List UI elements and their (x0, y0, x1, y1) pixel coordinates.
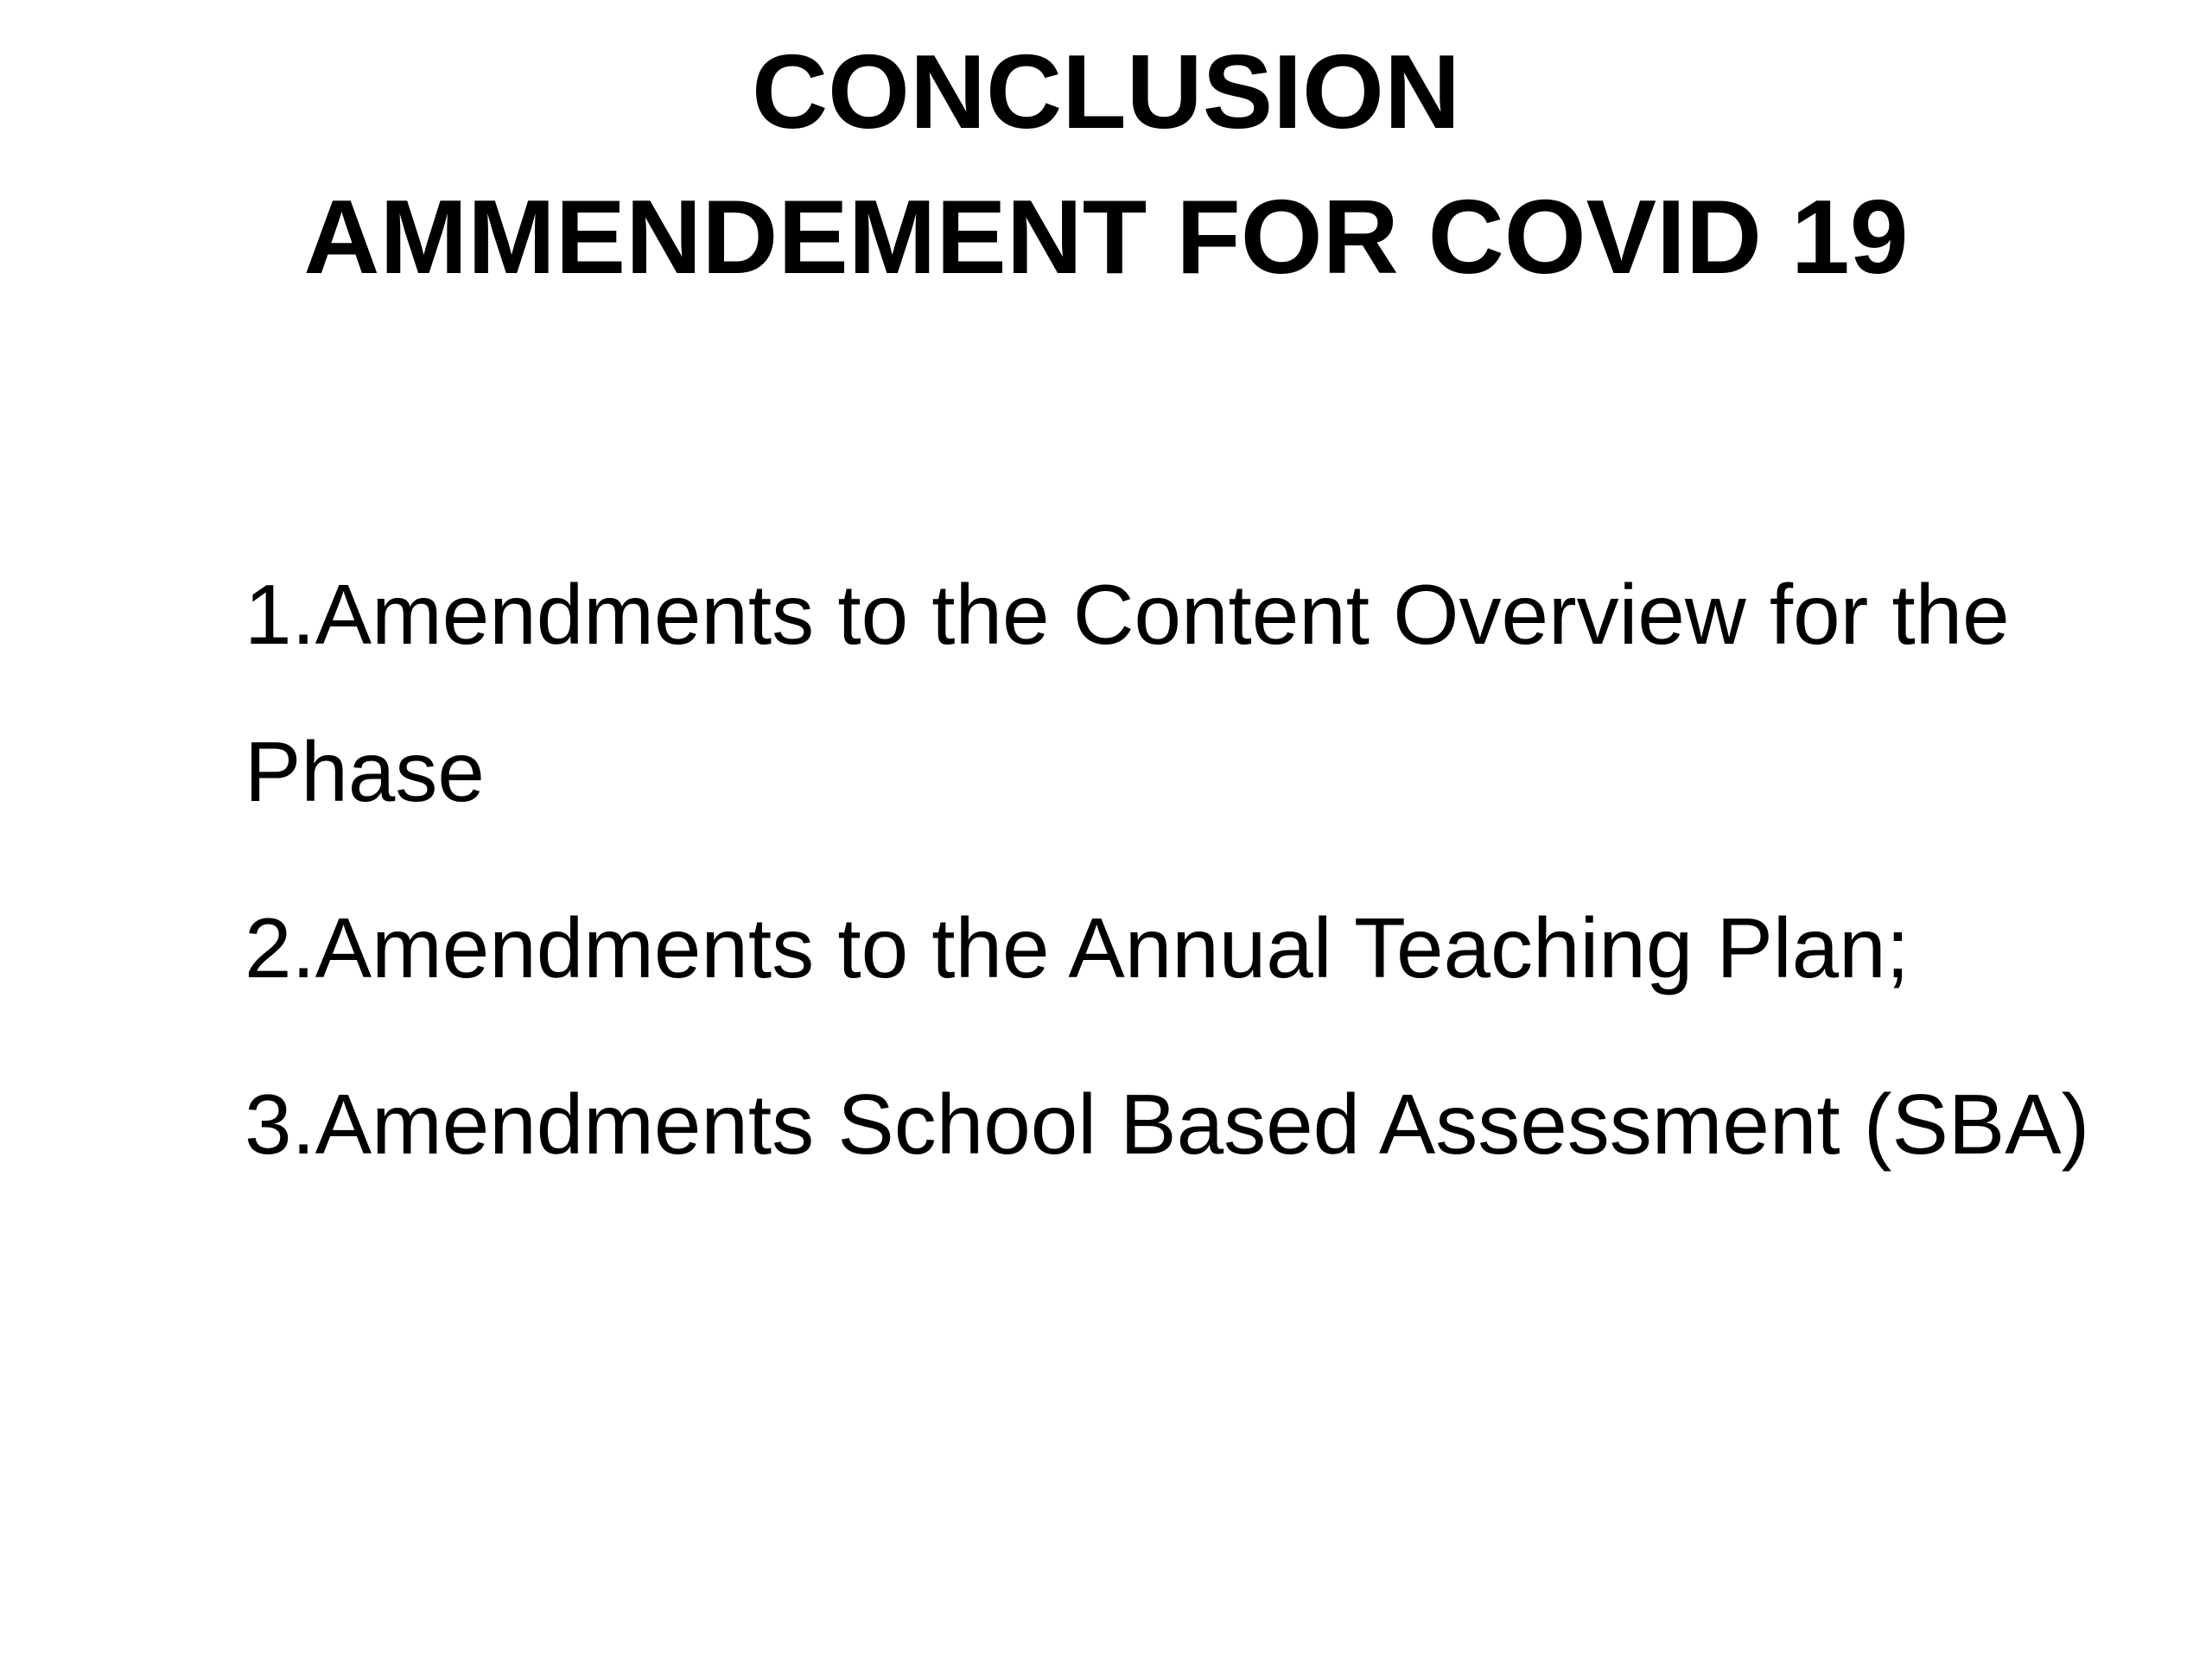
title-line-conclusion: CONCLUSION (751, 33, 1461, 150)
list-item-annual-teaching-plan: 2.Amendments to the Annual Teaching Plan; (245, 900, 1910, 995)
amendments-list (245, 536, 2094, 1203)
list-item-content-overview: 1.Amendments to the Content Overview for the Phase (245, 567, 2010, 819)
title-line-amendement: AMMENDEMENT FOR COVID 19 (303, 178, 1909, 296)
list-item-school-based-assessment: 3.Amendments School Based Assessment (SBA) (245, 1077, 2090, 1172)
slide-title (0, 19, 2212, 309)
